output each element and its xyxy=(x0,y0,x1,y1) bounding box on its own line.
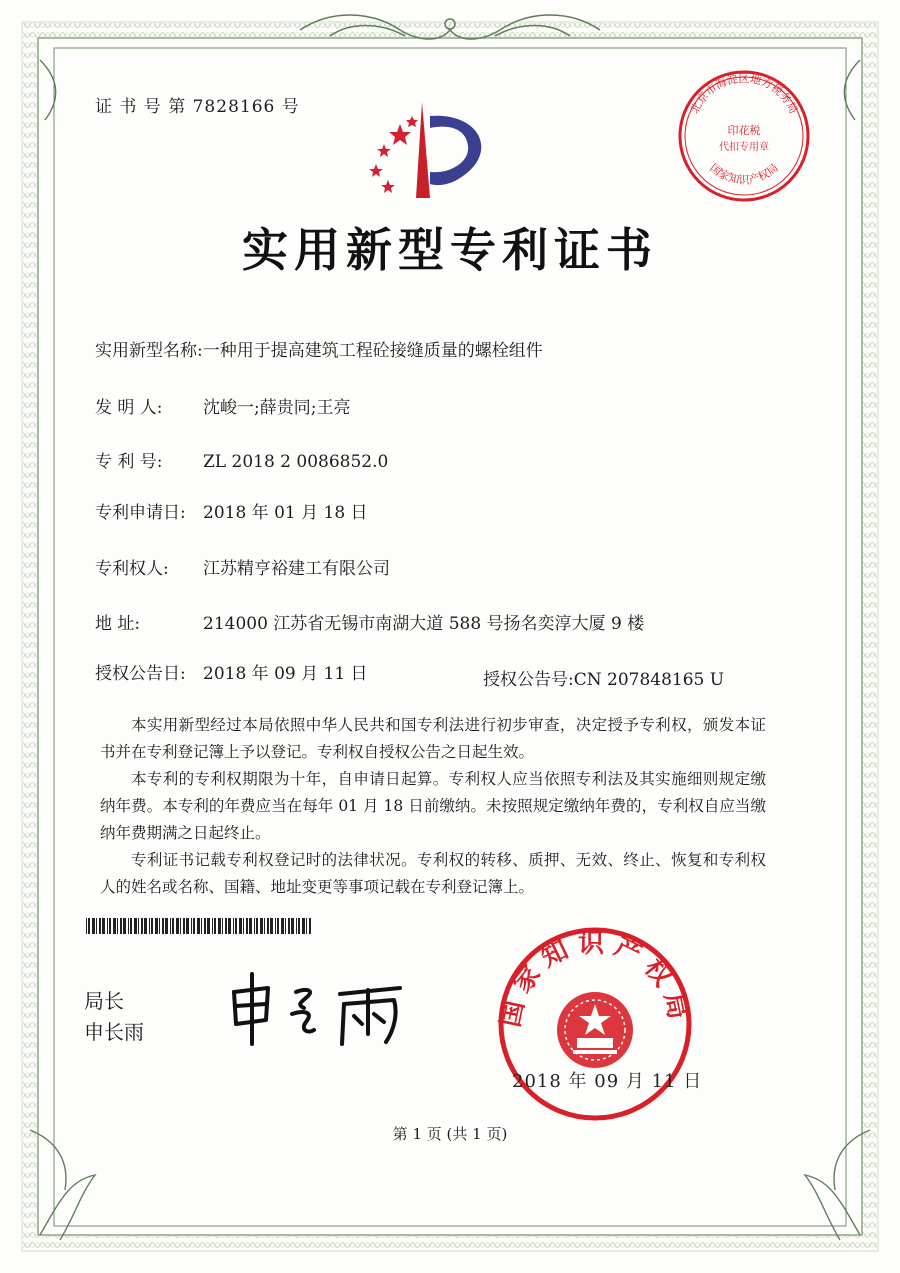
barcode-bar xyxy=(201,918,202,934)
barcode-bar xyxy=(207,918,210,934)
field-patent-number xyxy=(95,447,388,472)
field-value: 2018 年 09 月 11 日 xyxy=(203,664,368,684)
barcode-bar xyxy=(225,918,227,934)
field-label: 专利申请日: xyxy=(95,503,186,523)
barcode-bar xyxy=(285,918,286,934)
barcode-bar xyxy=(204,918,206,934)
barcode-bar xyxy=(113,918,116,934)
seal-date: 2018 年 09 月 11 日 xyxy=(512,1071,703,1092)
national-emblem-icon xyxy=(557,992,633,1068)
barcode-bar xyxy=(162,918,164,934)
field-value: 江苏精亨裕建工有限公司 xyxy=(203,559,390,579)
field-label: 发 明 人: xyxy=(95,398,163,418)
barcode-bar xyxy=(134,918,137,934)
seal-top-ring-text: 北京市海淀区地方税务局 xyxy=(687,71,801,116)
barcode-bar xyxy=(92,918,95,934)
barcode-bar xyxy=(159,918,160,934)
barcode-bar xyxy=(243,918,244,934)
field-label: 授权公告号: xyxy=(483,670,574,690)
barcode-bar xyxy=(193,918,195,934)
field-value: ZL 2018 2 0086852.0 xyxy=(203,452,389,472)
certificate-number: 证 书 号 第 7828166 号 xyxy=(95,97,300,117)
barcode-bar xyxy=(306,918,307,934)
barcode-bar xyxy=(235,918,237,934)
barcode-bar xyxy=(109,918,111,934)
field-value: CN 207848165 U xyxy=(573,670,725,690)
certificate-title: 实用新型专利证书 xyxy=(242,223,658,277)
field-value: 2018 年 01 月 18 日 xyxy=(203,503,368,523)
barcode-bar xyxy=(149,918,150,934)
body-paragraph: 专利证书记载专利权登记时的法律状况。专利权的转移、质押、无效、终止、恢复和专利权人的姓名或名称、国籍、地址变更等事项记载在专利登记簿上。 xyxy=(100,851,766,896)
field-grant-date xyxy=(95,659,368,684)
barcode-bar xyxy=(281,918,284,934)
field-value: 沈峻一;薛贵同;王亮 xyxy=(203,398,351,418)
barcode-bar xyxy=(155,918,158,934)
barcode-bar xyxy=(128,918,129,934)
barcode-bar xyxy=(246,918,248,934)
field-value: 214000 江苏省无锡市南湖大道 588 号扬名奕淳大厦 9 楼 xyxy=(203,614,645,634)
svg-text:北京市海淀区地方税务局 xyxy=(688,71,800,115)
barcode-bar xyxy=(180,918,181,934)
field-label: 专 利 号: xyxy=(95,452,163,472)
barcode-bar xyxy=(107,918,108,934)
barcode-bar xyxy=(212,918,213,934)
patent-office-logo-icon xyxy=(360,98,500,208)
barcode-bar xyxy=(264,918,265,934)
barcode-bar xyxy=(309,918,311,934)
barcode-bar xyxy=(123,918,126,934)
barcode-bar xyxy=(165,918,168,934)
field-label: 地 址: xyxy=(95,614,141,634)
barcode-bar xyxy=(254,918,255,934)
field-inventor xyxy=(95,393,350,418)
certificate-body-text xyxy=(100,712,766,901)
body-paragraph: 本实用新型经过本局依照中华人民共和国专利法进行初步审查，决定授予专利权，颁发本证书并在专利登记簿上予以登记。专利权自授权公告之日起生效。 xyxy=(100,716,766,761)
field-label: 专利权人: xyxy=(95,559,169,579)
body-paragraph: 本专利的专利权期限为十年，自申请日起算。专利权人应当依照专利法及其实施细则规定缴纳年费。本专利的年费应当在每年 01 月 18 日前缴纳。未按照规定缴纳年费的，专利权自应当缴纳年费期满之日起终止。 xyxy=(100,770,766,842)
barcode-bar xyxy=(176,918,179,934)
barcode-bar xyxy=(99,918,101,934)
director-signature xyxy=(222,964,422,1054)
field-label: 授权公告日: xyxy=(95,664,186,684)
barcode-bar xyxy=(186,918,189,934)
barcode-bar xyxy=(298,918,300,934)
barcode-bar xyxy=(275,918,276,934)
barcode-bar xyxy=(233,918,234,934)
barcode-bar xyxy=(239,918,242,934)
barcode-bar xyxy=(222,918,223,934)
barcode-bar xyxy=(214,918,216,934)
barcode-bar xyxy=(86,918,87,934)
seal-top-bottom-text: 国家知识产权局 xyxy=(707,161,781,187)
barcode-bar xyxy=(130,918,132,934)
barcode-bar xyxy=(151,918,153,934)
barcode-bar xyxy=(88,918,90,934)
barcode-bar xyxy=(249,918,252,934)
field-utility-model-name xyxy=(95,336,543,361)
field-value: 一种用于提高建筑工程砼接缝质量的螺栓组件 xyxy=(202,341,543,361)
barcode-bar xyxy=(96,918,97,934)
field-address xyxy=(95,609,644,634)
barcode-bar xyxy=(183,918,185,934)
field-filing-date xyxy=(95,498,368,523)
tax-stamp-seal xyxy=(674,66,814,206)
barcode-bar xyxy=(218,918,221,934)
barcode-bar xyxy=(291,918,294,934)
svg-text:国家知识产权局 xyxy=(707,161,781,186)
barcode-bar xyxy=(141,918,143,934)
barcode-bar xyxy=(277,918,279,934)
barcode-bar xyxy=(138,918,139,934)
field-patentee xyxy=(95,554,390,579)
seal-main-ring-text: 国家知识产权局 xyxy=(495,929,695,1030)
barcode-bar xyxy=(117,918,118,934)
barcode-bar xyxy=(270,918,273,934)
barcode-bar xyxy=(296,918,297,934)
barcode-bar xyxy=(260,918,263,934)
national-ip-office-seal xyxy=(495,924,695,1124)
field-label: 实用新型名称: xyxy=(95,341,203,361)
barcode-bar xyxy=(170,918,171,934)
barcode-bar xyxy=(144,918,147,934)
field-grant-number xyxy=(483,665,724,690)
director-title: 局长 xyxy=(84,989,124,1013)
barcode-bar xyxy=(197,918,200,934)
barcode-bar xyxy=(228,918,231,934)
barcode-bar xyxy=(288,918,290,934)
barcode-bar xyxy=(102,918,105,934)
director-name: 申长雨 xyxy=(84,1020,144,1044)
barcode-bar xyxy=(191,918,192,934)
barcode-bar xyxy=(256,918,258,934)
seal-top-center-line2: 代扣专用章 xyxy=(719,142,769,153)
seal-top-center-line1: 印花税 xyxy=(727,124,761,137)
barcode-bar xyxy=(172,918,174,934)
barcode-bar xyxy=(302,918,305,934)
barcode xyxy=(86,918,312,934)
barcode-bar xyxy=(267,918,269,934)
page-number: 第 1 页 (共 1 页) xyxy=(392,1125,508,1143)
barcode-bar xyxy=(120,918,122,934)
